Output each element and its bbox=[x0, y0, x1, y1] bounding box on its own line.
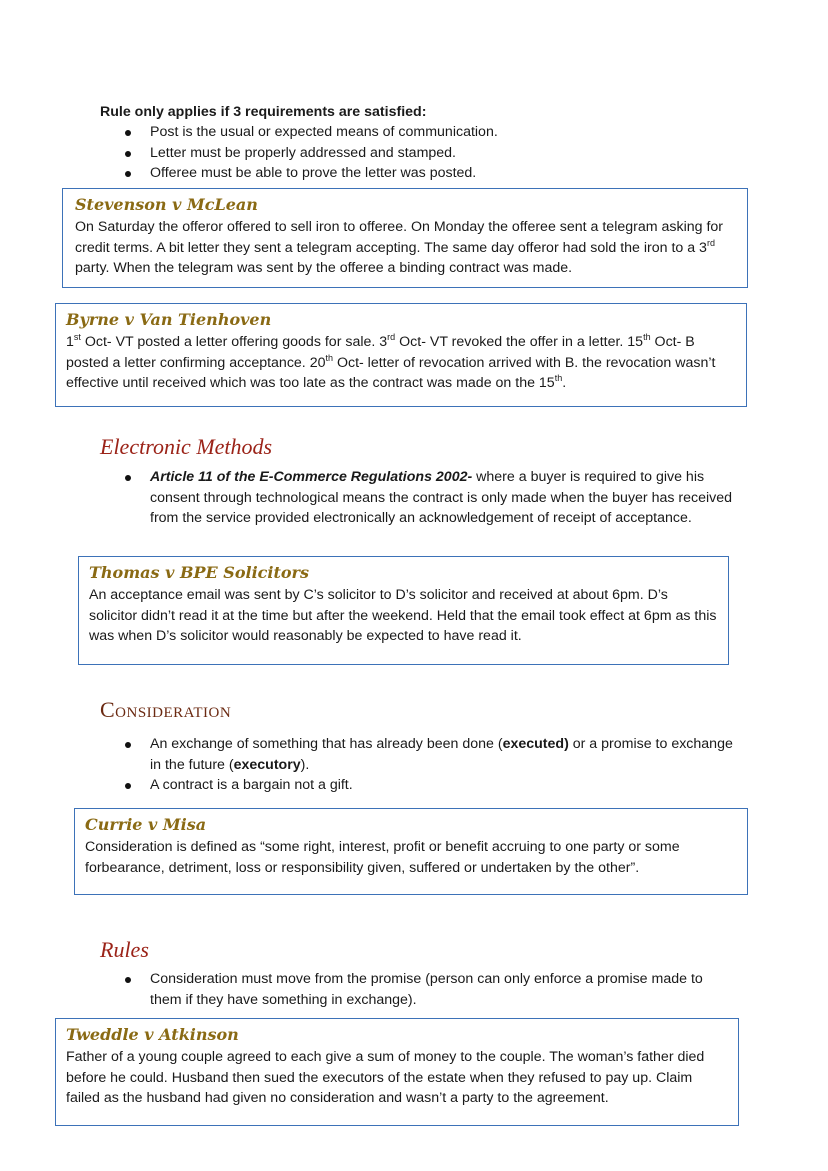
rule-intro: Rule only applies if 3 requirements are satisfied: bbox=[100, 104, 427, 120]
rules-list bbox=[100, 969, 720, 1010]
rule-requirements-list bbox=[100, 122, 760, 184]
consideration-list bbox=[100, 734, 740, 796]
case-text: 1st Oct- VT posted a letter offering goods for sale. 3rd Oct- VT revoked the offer in a letter. 15th Oct- B posted a letter confirming acceptance. 20th Oct- letter of revocation arrived with B. the revocation wasn’t effective until received which was too late as the contract was made on the 15th. bbox=[66, 332, 716, 391]
section-heading-consideration: Consideration bbox=[100, 697, 232, 722]
case-text: Consideration is defined as “some right, interest, profit or benefit accruing to one party or some forbearance, detriment, loss or responsibility given, suffered or undertaken by the other”. bbox=[85, 839, 680, 876]
case-box-byrne bbox=[55, 303, 747, 407]
case-text: Father of a young couple agreed to each give a sum of money to the couple. The woman’s father died before he could. Husband then sued the executors of the estate when they refused to pay up. Claim failed as the husband had given no consideration and wasn’t a party to the agreement. bbox=[66, 1049, 705, 1106]
case-box-tweddle bbox=[55, 1018, 739, 1126]
list-item: A contract is a bargain not a gift. bbox=[100, 775, 740, 796]
case-title: Currie v Misa bbox=[85, 815, 207, 834]
case-box-stevenson bbox=[62, 188, 748, 288]
list-item: An exchange of something that has already been done (executed) or a promise to exchange in the future (executory). bbox=[100, 734, 740, 775]
case-title: Thomas v BPE Solicitors bbox=[89, 563, 309, 582]
list-item: Offeree must be able to prove the letter was posted. bbox=[100, 163, 760, 184]
section-heading-electronic: Electronic Methods bbox=[100, 434, 273, 459]
case-box-thomas bbox=[78, 556, 729, 665]
list-item: Letter must be properly addressed and stamped. bbox=[100, 143, 760, 164]
electronic-list bbox=[100, 467, 740, 529]
list-item: Article 11 of the E-Commerce Regulations 2002- where a buyer is required to give his consent through technological means the contract is only made when the buyer has received from the service provided electronically an acknowledgement of receipt of acceptance. bbox=[100, 467, 740, 529]
case-title: Byrne v Van Tienhoven bbox=[66, 310, 272, 329]
case-text: An acceptance email was sent by C’s solicitor to D’s solicitor and received at about 6pm. D’s solicitor didn’t read it at the time but after the weekend. Held that the email took effect at 6pm as this was when D’s solicitor would reasonably be expected to have read it. bbox=[89, 587, 717, 644]
list-item: Consideration must move from the promise (person can only enforce a promise made to them if they have something in exchange). bbox=[100, 969, 720, 1010]
case-text: On Saturday the offeror offered to sell iron to offeree. On Monday the offeree sent a telegram asking for credit terms. A bit letter they sent a telegram accepting. The same day offeror had sold the iron to a 3rd party. When the telegram was sent by the offeree a binding contract was made. bbox=[75, 219, 724, 276]
section-heading-rules: Rules bbox=[100, 937, 149, 962]
case-title: Stevenson v McLean bbox=[75, 195, 258, 214]
list-item: Post is the usual or expected means of communication. bbox=[100, 122, 760, 143]
case-title: Tweddle v Atkinson bbox=[66, 1025, 239, 1044]
case-box-currie bbox=[74, 808, 748, 895]
